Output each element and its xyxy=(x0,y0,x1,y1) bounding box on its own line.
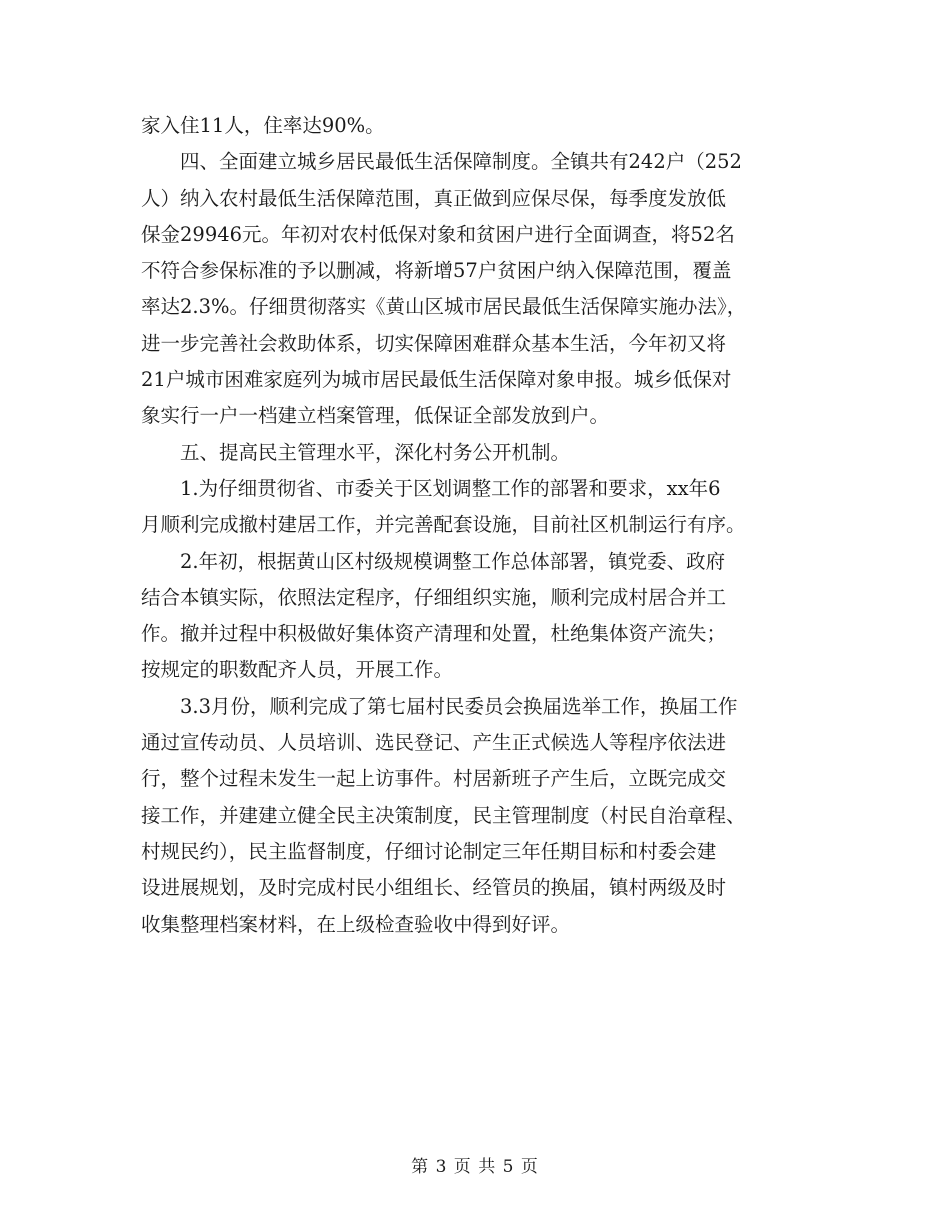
text-line: 按规定的职数配齐人员，开展工作。 xyxy=(141,658,454,682)
text-line: 作。撤并过程中积极做好集体资产清理和处置，杜绝集体资产流失； xyxy=(141,622,727,646)
page-number-footer: 第 3 页 共 5 页 xyxy=(411,1157,539,1177)
text-line: 保金29946元。年初对农村低保对象和贫困户进行全面调查，将52名 xyxy=(141,222,735,246)
text-line: 结合本镇实际，依照法定程序，仔细组织实施，顺利完成村居合并工 xyxy=(141,585,727,609)
text-line: 四、全面建立城乡居民最低生活保障制度。全镇共有242户（252 xyxy=(180,150,742,174)
text-line: 接工作，并建建立健全民主决策制度，民主管理制度（村民自治章程、 xyxy=(141,803,746,827)
text-line: 21户城市困难家庭列为城市居民最低生活保障对象申报。城乡低保对 xyxy=(141,368,732,392)
text-line: 3.3月份，顺利完成了第七届村民委员会换届选举工作，换届工作 xyxy=(180,694,738,718)
text-line: 五、提高民主管理水平，深化村务公开机制。 xyxy=(180,440,571,464)
text-line: 2.年初，根据黄山区村级规模调整工作总体部署，镇党委、政府 xyxy=(180,549,726,573)
text-line: 家入住11人，住率达90%。 xyxy=(141,114,385,137)
text-line: 人）纳入农村最低生活保障范围，真正做到应保尽保，每季度发放低 xyxy=(141,186,727,210)
text-line: 不符合参保标准的予以删减，将新增57户贫困户纳入保障范围，覆盖 xyxy=(141,259,732,283)
text-line: 收集整理档案材料，在上级检查验收中得到好评。 xyxy=(141,912,571,936)
text-line: 象实行一户一档建立档案管理，低保证全部发放到户。 xyxy=(141,404,610,428)
document-body xyxy=(141,108,811,943)
text-line: 设进展规划，及时完成村民小组组长、经管员的换届，镇村两级及时 xyxy=(141,876,727,900)
text-line: 行，整个过程未发生一起上访事件。村居新班子产生后，立既完成交 xyxy=(141,767,727,791)
text-line: 月顺利完成撤村建居工作，并完善配套设施，目前社区机制运行有序。 xyxy=(141,513,746,537)
text-line: 率达2.3%。仔细贯彻落实《黄山区城市居民最低生活保障实施办法》， xyxy=(141,295,747,319)
text-line: 进一步完善社会救助体系，切实保障困难群众基本生活，今年初又将 xyxy=(141,331,727,355)
text-line: 通过宣传动员、人员培训、选民登记、产生正式候选人等程序依法进 xyxy=(141,731,727,755)
text-line: 村规民约），民主监督制度，仔细讨论制定三年任期目标和村委会建 xyxy=(141,839,717,863)
text-line: 1.为仔细贯彻省、市委关于区划调整工作的部署和要求，xx年6 xyxy=(180,476,721,500)
